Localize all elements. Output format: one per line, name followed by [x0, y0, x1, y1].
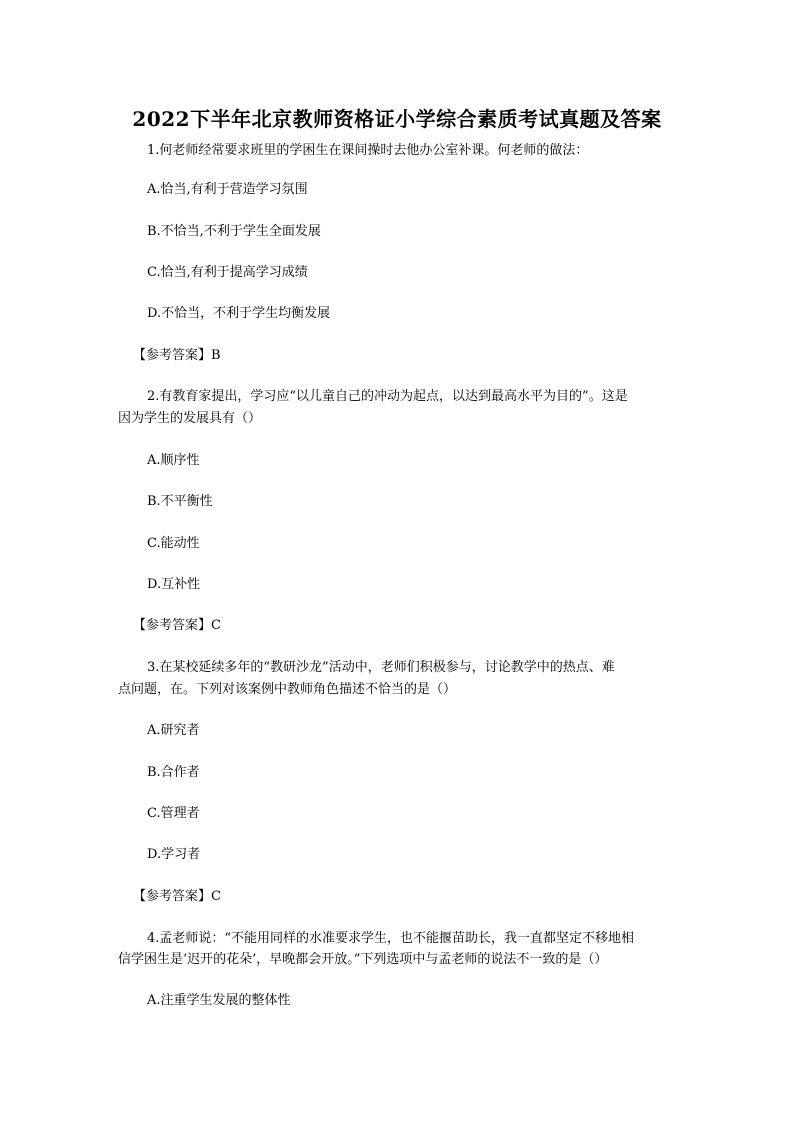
question-4-option-a: A.注重学生发展的整体性: [147, 993, 291, 1008]
question-1-option-b: B.不恰当,不利于学生全面发展: [147, 224, 321, 239]
question-1-answer: 【参考答案】B: [133, 348, 221, 363]
question-4-stem: 4.孟老师说：“不能用同样的水准要求学生，也不能揠苗助长，我一直都坚定不移地相: [147, 931, 635, 946]
question-2-stem-continued: 因为学生的发展具有（）: [118, 411, 262, 426]
question-1-option-a: A.恰当,有利于营造学习氛围: [147, 182, 308, 197]
question-3-option-a: A.研究者: [147, 723, 200, 738]
question-2-option-c: C.能动性: [147, 536, 200, 551]
document-title: 2022下半年北京教师资格证小学综合素质考试真题及答案: [132, 107, 662, 131]
question-1-option-d: D.不恰当，不利于学生均衡发展: [147, 306, 331, 321]
question-1-stem: 1.何老师经常要求班里的学困生在课间操时去他办公室补课。何老师的做法：: [147, 143, 589, 158]
question-3-stem-continued: 点问题，在。下列对该案例中教师角色描述不恰当的是（）: [118, 682, 457, 697]
question-2-stem: 2.有教育家提出，学习应“以儿童自己的冲动为起点，以达到最高水平为目的”。这是: [147, 389, 628, 404]
question-2-answer: 【参考答案】C: [133, 618, 221, 633]
question-2-option-a: A.顺序性: [147, 453, 200, 468]
question-3-option-c: C.管理者: [147, 806, 200, 821]
question-2-option-b: B.不平衡性: [147, 494, 213, 509]
question-1-option-c: C.恰当,有利于提高学习成绩: [147, 265, 308, 280]
question-3-option-d: D.学习者: [147, 847, 201, 862]
question-3-stem: 3.在某校延续多年的“教研沙龙”活动中，老师们积极参与，讨论教学中的热点、难: [147, 660, 615, 675]
question-3-option-b: B.合作者: [147, 765, 200, 780]
question-3-answer: 【参考答案】C: [133, 889, 221, 904]
question-4-stem-continued: 信学困生是‘迟开的花朵’，早晚都会开放。”下列选项中与孟老师的说法不一致的是（）: [118, 952, 608, 967]
question-2-option-d: D.互补性: [147, 577, 201, 592]
